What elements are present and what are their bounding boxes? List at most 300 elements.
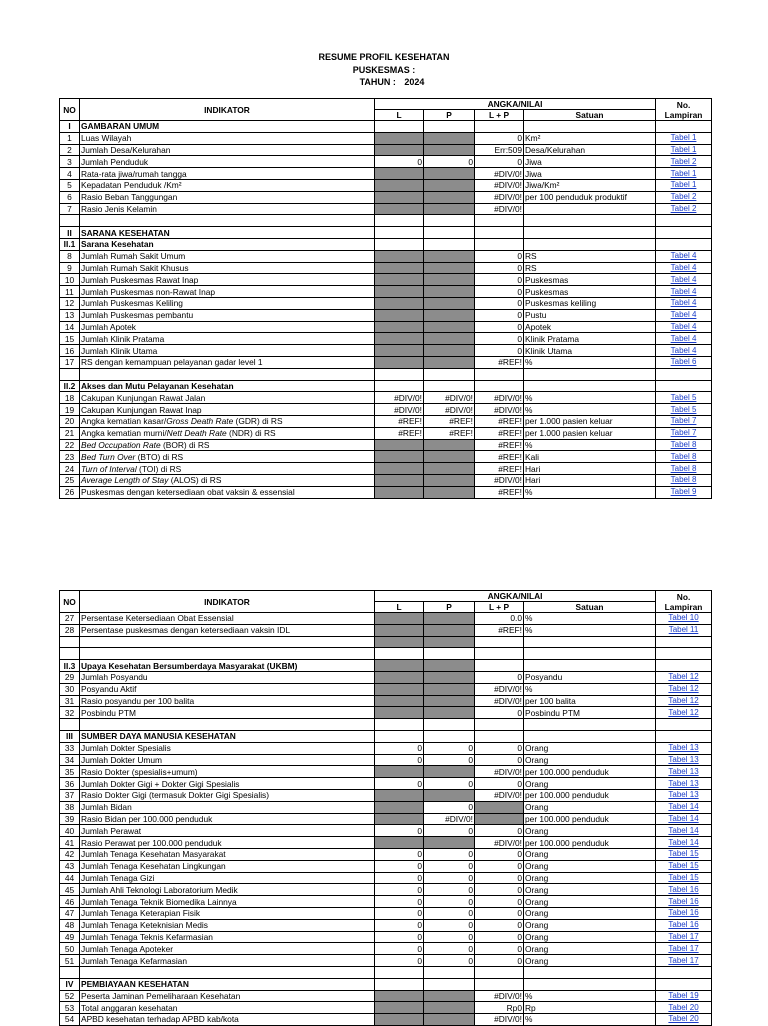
- lampiran-link[interactable]: Tabel 4: [656, 309, 712, 321]
- indicator-label: [80, 427, 375, 439]
- indicator-label-italic: Gross Death Rate: [166, 416, 234, 427]
- lampiran-link[interactable]: Tabel 2: [656, 191, 712, 203]
- blank-cell: [524, 121, 656, 133]
- value-p: [424, 356, 475, 368]
- indicator-label-suffix: (TOI) di RS: [136, 463, 182, 474]
- value-lp: #REF!: [475, 486, 524, 498]
- blank-cell: [60, 636, 80, 648]
- indicator-label: Jumlah Ahli Teknologi Laboratorium Medik: [80, 884, 375, 896]
- lampiran-link[interactable]: Tabel 17: [656, 931, 712, 943]
- row-number: 3: [60, 156, 80, 168]
- blank-cell: [80, 636, 375, 648]
- tahun-line: [0, 76, 768, 88]
- blank-cell: [656, 719, 712, 731]
- col-lampiran: [656, 591, 712, 613]
- indicator-label: Jumlah Bidan: [80, 801, 375, 813]
- value-l: [375, 451, 424, 463]
- row-number: 9: [60, 262, 80, 274]
- section-row: [60, 978, 712, 990]
- indicator-label: Posyandu Aktif: [80, 683, 375, 695]
- col-indikator: INDIKATOR: [80, 99, 375, 121]
- blank-cell: [524, 238, 656, 250]
- lampiran-link[interactable]: Tabel 4: [656, 321, 712, 333]
- value-lp: 0: [475, 286, 524, 298]
- lampiran-link[interactable]: Tabel 5: [656, 392, 712, 404]
- blank-cell: [375, 227, 424, 239]
- indicator-label: Jumlah Tenaga Keterapian Fisik: [80, 907, 375, 919]
- value-lp: 0: [475, 345, 524, 357]
- lampiran-link[interactable]: Tabel 19: [656, 990, 712, 1002]
- blank-cell: [424, 121, 475, 133]
- satuan: Orang: [524, 860, 656, 872]
- blank-cell: [524, 719, 656, 731]
- satuan: Orang: [524, 955, 656, 967]
- indicator-label: Posbindu PTM: [80, 707, 375, 719]
- lampiran-link[interactable]: Tabel 12: [656, 683, 712, 695]
- satuan: per 100 balita: [524, 695, 656, 707]
- indicator-label: [80, 451, 375, 463]
- value-l: [375, 168, 424, 180]
- section-number: III: [60, 730, 80, 742]
- lampiran-link[interactable]: Tabel 4: [656, 250, 712, 262]
- blank-cell: [375, 636, 424, 648]
- section-number: II.1: [60, 238, 80, 250]
- blank-cell: [524, 368, 656, 380]
- indicator-label: Jumlah Tenaga Teknis Kefarmasian: [80, 931, 375, 943]
- value-lp: 0: [475, 919, 524, 931]
- lampiran-link[interactable]: Tabel 4: [656, 333, 712, 345]
- blank-cell: [80, 648, 375, 660]
- satuan: Orang: [524, 754, 656, 766]
- value-l: 0: [375, 754, 424, 766]
- section-row: [60, 660, 712, 672]
- lampiran-link[interactable]: Tabel 1: [656, 168, 712, 180]
- row-number: 30: [60, 683, 80, 695]
- table-row: [60, 333, 712, 345]
- lampiran-link[interactable]: Tabel 5: [656, 404, 712, 416]
- blank-cell: [656, 121, 712, 133]
- puskesmas-label: PUSKESMAS :: [352, 65, 416, 75]
- lampiran-link[interactable]: Tabel 17: [656, 955, 712, 967]
- indicator-label-italic: Bed Turn Over: [81, 451, 136, 462]
- value-l: #REF!: [375, 415, 424, 427]
- value-p: [424, 179, 475, 191]
- lampiran-link[interactable]: Tabel 11: [656, 624, 712, 636]
- lampiran-link[interactable]: Tabel 4: [656, 345, 712, 357]
- value-p: 0: [424, 156, 475, 168]
- table-row: [60, 990, 712, 1002]
- lampiran-link[interactable]: Tabel 4: [656, 297, 712, 309]
- lampiran-link[interactable]: Tabel 8: [656, 463, 712, 475]
- value-lp: [475, 813, 524, 825]
- satuan: Hari: [524, 463, 656, 475]
- blank-cell: [475, 238, 524, 250]
- satuan: per 1.000 pasien keluar: [524, 427, 656, 439]
- row-number: 12: [60, 297, 80, 309]
- blank-cell: [475, 380, 524, 392]
- row-number: 26: [60, 486, 80, 498]
- value-l: 0: [375, 778, 424, 790]
- tahun-label: TAHUN :: [359, 77, 396, 87]
- row-number: 22: [60, 439, 80, 451]
- row-number: 34: [60, 754, 80, 766]
- satuan: Orang: [524, 848, 656, 860]
- value-p: [424, 1002, 475, 1014]
- value-p: [424, 624, 475, 636]
- table-row: [60, 848, 712, 860]
- lampiran-link[interactable]: Tabel 20: [656, 1002, 712, 1014]
- row-number: 53: [60, 1002, 80, 1014]
- row-number: 42: [60, 848, 80, 860]
- value-p: 0: [424, 896, 475, 908]
- col-angka-nilai: ANGKA/NILAI: [375, 99, 656, 110]
- value-l: [375, 274, 424, 286]
- table-row: [60, 778, 712, 790]
- table-row: [60, 404, 712, 416]
- value-p: [424, 132, 475, 144]
- value-p: [424, 274, 475, 286]
- value-l: [375, 683, 424, 695]
- lampiran-link[interactable]: Tabel 2: [656, 203, 712, 215]
- section-number: II: [60, 227, 80, 239]
- row-number: 10: [60, 274, 80, 286]
- satuan: per 100.000 penduduk: [524, 789, 656, 801]
- value-lp: #REF!: [475, 624, 524, 636]
- lampiran-link[interactable]: Tabel 1: [656, 179, 712, 191]
- row-number: 23: [60, 451, 80, 463]
- lampiran-link[interactable]: Tabel 12: [656, 707, 712, 719]
- indicator-label: Jumlah Dokter Umum: [80, 754, 375, 766]
- indicator-label: Cakupan Kunjungan Rawat Inap: [80, 404, 375, 416]
- col-lampiran-line2: Lampiran: [664, 109, 703, 120]
- lampiran-link[interactable]: Tabel 6: [656, 356, 712, 368]
- row-number: 47: [60, 907, 80, 919]
- lampiran-link[interactable]: Tabel 12: [656, 671, 712, 683]
- lampiran-link[interactable]: Tabel 16: [656, 907, 712, 919]
- value-l: [375, 813, 424, 825]
- value-p: [424, 613, 475, 625]
- row-number: 51: [60, 955, 80, 967]
- table-row: [60, 392, 712, 404]
- indicator-label: Jumlah Tenaga Kesehatan Masyarakat: [80, 848, 375, 860]
- value-lp: 0: [475, 250, 524, 262]
- indicator-label: Jumlah Posyandu: [80, 671, 375, 683]
- table-row: [60, 156, 712, 168]
- row-number: 6: [60, 191, 80, 203]
- blank-cell: [424, 636, 475, 648]
- value-lp: #DIV/0!: [475, 191, 524, 203]
- value-lp: 0: [475, 848, 524, 860]
- indicator-label: Luas Wilayah: [80, 132, 375, 144]
- value-lp: 0: [475, 884, 524, 896]
- satuan: Desa/Kelurahan: [524, 144, 656, 156]
- col-lampiran-line1: No.: [676, 591, 691, 602]
- lampiran-link[interactable]: Tabel 9: [656, 486, 712, 498]
- section-number: I: [60, 121, 80, 133]
- value-p: 0: [424, 754, 475, 766]
- lampiran-link[interactable]: Tabel 8: [656, 439, 712, 451]
- value-lp: #DIV/0!: [475, 766, 524, 778]
- row-number: 8: [60, 250, 80, 262]
- lampiran-link[interactable]: Tabel 4: [656, 262, 712, 274]
- value-l: [375, 333, 424, 345]
- value-p: [424, 766, 475, 778]
- indicator-label: Rasio Dokter (spesialis+umum): [80, 766, 375, 778]
- value-p: [424, 789, 475, 801]
- lampiran-link[interactable]: Tabel 15: [656, 872, 712, 884]
- table-1-body: [60, 121, 712, 499]
- value-lp: 0: [475, 896, 524, 908]
- table-row: [60, 168, 712, 180]
- lampiran-link[interactable]: Tabel 20: [656, 1014, 712, 1026]
- indicator-label-italic: Nett Death Rate: [166, 428, 227, 439]
- satuan: %: [524, 404, 656, 416]
- lampiran-link[interactable]: Tabel 4: [656, 286, 712, 298]
- lampiran-link[interactable]: Tabel 8: [656, 474, 712, 486]
- indicator-label: RS dengan kemampuan pelayanan gadar level 1: [80, 356, 375, 368]
- table-row: [60, 955, 712, 967]
- blank-cell: [424, 380, 475, 392]
- row-number: 41: [60, 837, 80, 849]
- indicator-label: Jumlah Tenaga Kesehatan Lingkungan: [80, 860, 375, 872]
- row-number: 37: [60, 789, 80, 801]
- row-number: 33: [60, 742, 80, 754]
- value-l: 0: [375, 872, 424, 884]
- col-lampiran-line2: Lampiran: [664, 601, 703, 612]
- table-row: [60, 695, 712, 707]
- blank-cell: [424, 966, 475, 978]
- indicator-label: [80, 415, 375, 427]
- blank-cell: [656, 380, 712, 392]
- value-lp: #REF!: [475, 463, 524, 475]
- row-number: 7: [60, 203, 80, 215]
- lampiran-link[interactable]: Tabel 13: [656, 754, 712, 766]
- value-p: [424, 262, 475, 274]
- table-row: [60, 474, 712, 486]
- value-lp: #REF!: [475, 356, 524, 368]
- satuan: %: [524, 392, 656, 404]
- value-lp: #DIV/0!: [475, 474, 524, 486]
- indicator-label: Peserta Jaminan Pemeliharaan Kesehatan: [80, 990, 375, 1002]
- lampiran-link[interactable]: Tabel 16: [656, 896, 712, 908]
- row-number: 15: [60, 333, 80, 345]
- lampiran-link[interactable]: Tabel 13: [656, 789, 712, 801]
- lampiran-link[interactable]: Tabel 14: [656, 825, 712, 837]
- lampiran-link[interactable]: Tabel 13: [656, 742, 712, 754]
- value-p: 0: [424, 943, 475, 955]
- satuan: Orang: [524, 931, 656, 943]
- value-p: [424, 203, 475, 215]
- lampiran-link[interactable]: Tabel 1: [656, 132, 712, 144]
- indicator-label: Jumlah Tenaga Apoteker: [80, 943, 375, 955]
- lampiran-link[interactable]: Tabel 12: [656, 695, 712, 707]
- value-lp: [475, 801, 524, 813]
- value-lp: #DIV/0!: [475, 695, 524, 707]
- row-number: 5: [60, 179, 80, 191]
- row-number: 17: [60, 356, 80, 368]
- section-title: Sarana Kesehatan: [80, 238, 375, 250]
- value-p: [424, 144, 475, 156]
- indicator-label: Jumlah Puskesmas Keliling: [80, 297, 375, 309]
- blank-cell: [80, 215, 375, 227]
- satuan: Orang: [524, 778, 656, 790]
- value-l: [375, 1002, 424, 1014]
- lampiran-link[interactable]: Tabel 16: [656, 919, 712, 931]
- blank-cell: [475, 227, 524, 239]
- table-row: [60, 884, 712, 896]
- value-l: #DIV/0!: [375, 404, 424, 416]
- col-angka-nilai: ANGKA/NILAI: [375, 591, 656, 602]
- blank-cell: [60, 719, 80, 731]
- value-l: [375, 439, 424, 451]
- blank-cell: [80, 966, 375, 978]
- section-title: PEMBIAYAAN KESEHATAN: [80, 978, 375, 990]
- value-lp: 0: [475, 262, 524, 274]
- col-p: P: [424, 110, 475, 121]
- lampiran-link[interactable]: Tabel 14: [656, 801, 712, 813]
- blank-cell: [375, 730, 424, 742]
- blank-cell: [524, 636, 656, 648]
- col-lp: L + P: [475, 110, 524, 121]
- blank-cell: [80, 368, 375, 380]
- indicator-label: Rasio Jenis Kelamin: [80, 203, 375, 215]
- value-l: 0: [375, 931, 424, 943]
- value-l: 0: [375, 943, 424, 955]
- value-lp: #DIV/0!: [475, 392, 524, 404]
- indicator-label: Cakupan Kunjungan Rawat Jalan: [80, 392, 375, 404]
- indicator-label: Kepadatan Penduduk /Km²: [80, 179, 375, 191]
- value-lp: 0: [475, 778, 524, 790]
- table-row: [60, 754, 712, 766]
- lampiran-link[interactable]: Tabel 2: [656, 156, 712, 168]
- blank-row: [60, 648, 712, 660]
- value-lp: 0: [475, 297, 524, 309]
- lampiran-link[interactable]: Tabel 1: [656, 144, 712, 156]
- indicator-label: Rasio Perawat per 100.000 penduduk: [80, 837, 375, 849]
- section-number: II.2: [60, 380, 80, 392]
- value-p: #REF!: [424, 415, 475, 427]
- table-row: [60, 613, 712, 625]
- value-p: [424, 439, 475, 451]
- indicator-label: Jumlah Penduduk: [80, 156, 375, 168]
- value-p: 0: [424, 872, 475, 884]
- value-l: [375, 356, 424, 368]
- row-number: 48: [60, 919, 80, 931]
- blank-cell: [524, 730, 656, 742]
- lampiran-link[interactable]: Tabel 14: [656, 837, 712, 849]
- lampiran-link[interactable]: Tabel 15: [656, 848, 712, 860]
- table-row: [60, 309, 712, 321]
- indicator-table-1: [59, 98, 712, 499]
- value-lp: #DIV/0!: [475, 837, 524, 849]
- blank-cell: [424, 648, 475, 660]
- value-l: [375, 250, 424, 262]
- blank-cell: [375, 719, 424, 731]
- row-number: 38: [60, 801, 80, 813]
- lampiran-link[interactable]: Tabel 17: [656, 943, 712, 955]
- value-p: 0: [424, 801, 475, 813]
- blank-cell: [656, 238, 712, 250]
- indicator-label: Jumlah Rumah Sakit Umum: [80, 250, 375, 262]
- lampiran-link[interactable]: Tabel 13: [656, 778, 712, 790]
- row-number: 39: [60, 813, 80, 825]
- table-row: [60, 872, 712, 884]
- table-row: [60, 451, 712, 463]
- table-row: [60, 1002, 712, 1014]
- table-row: [60, 274, 712, 286]
- satuan: Orang: [524, 872, 656, 884]
- lampiran-link[interactable]: Tabel 14: [656, 813, 712, 825]
- row-number: 43: [60, 860, 80, 872]
- value-l: 0: [375, 825, 424, 837]
- blank-row: [60, 966, 712, 978]
- value-l: #REF!: [375, 427, 424, 439]
- lampiran-link[interactable]: Tabel 8: [656, 451, 712, 463]
- value-l: [375, 297, 424, 309]
- col-satuan: Satuan: [524, 602, 656, 613]
- value-p: [424, 191, 475, 203]
- value-lp: 0: [475, 333, 524, 345]
- value-lp: 0: [475, 931, 524, 943]
- table-row: [60, 345, 712, 357]
- lampiran-link[interactable]: Tabel 7: [656, 415, 712, 427]
- lampiran-link[interactable]: Tabel 16: [656, 884, 712, 896]
- blank-cell: [60, 966, 80, 978]
- value-l: [375, 321, 424, 333]
- value-p: 0: [424, 860, 475, 872]
- blank-cell: [375, 978, 424, 990]
- row-number: 4: [60, 168, 80, 180]
- indicator-label-italic: Turn of Interval: [81, 463, 137, 474]
- table-row: [60, 191, 712, 203]
- satuan: Posbindu PTM: [524, 707, 656, 719]
- satuan: Orang: [524, 896, 656, 908]
- lampiran-link[interactable]: Tabel 13: [656, 766, 712, 778]
- row-number: 31: [60, 695, 80, 707]
- value-lp: Err:509: [475, 144, 524, 156]
- lampiran-link[interactable]: Tabel 15: [656, 860, 712, 872]
- value-l: [375, 766, 424, 778]
- value-l: [375, 345, 424, 357]
- col-lampiran: [656, 99, 712, 121]
- lampiran-link[interactable]: Tabel 7: [656, 427, 712, 439]
- col-l: L: [375, 110, 424, 121]
- lampiran-link[interactable]: Tabel 10: [656, 613, 712, 625]
- value-l: [375, 707, 424, 719]
- table-row: [60, 801, 712, 813]
- row-number: 46: [60, 896, 80, 908]
- indicator-label: Jumlah Dokter Gigi + Dokter Gigi Spesialis: [80, 778, 375, 790]
- row-number: 32: [60, 707, 80, 719]
- blank-cell: [80, 719, 375, 731]
- value-lp: #DIV/0!: [475, 179, 524, 191]
- lampiran-link[interactable]: Tabel 4: [656, 274, 712, 286]
- satuan: RS: [524, 262, 656, 274]
- value-l: [375, 132, 424, 144]
- blank-cell: [656, 660, 712, 672]
- blank-cell: [475, 660, 524, 672]
- value-l: 0: [375, 884, 424, 896]
- section-title: SARANA KESEHATAN: [80, 227, 375, 239]
- row-number: 19: [60, 404, 80, 416]
- table-row: [60, 250, 712, 262]
- value-l: [375, 837, 424, 849]
- blank-cell: [60, 648, 80, 660]
- value-lp: #DIV/0!: [475, 404, 524, 416]
- satuan: %: [524, 1014, 656, 1026]
- value-lp: 0: [475, 309, 524, 321]
- table-row: [60, 297, 712, 309]
